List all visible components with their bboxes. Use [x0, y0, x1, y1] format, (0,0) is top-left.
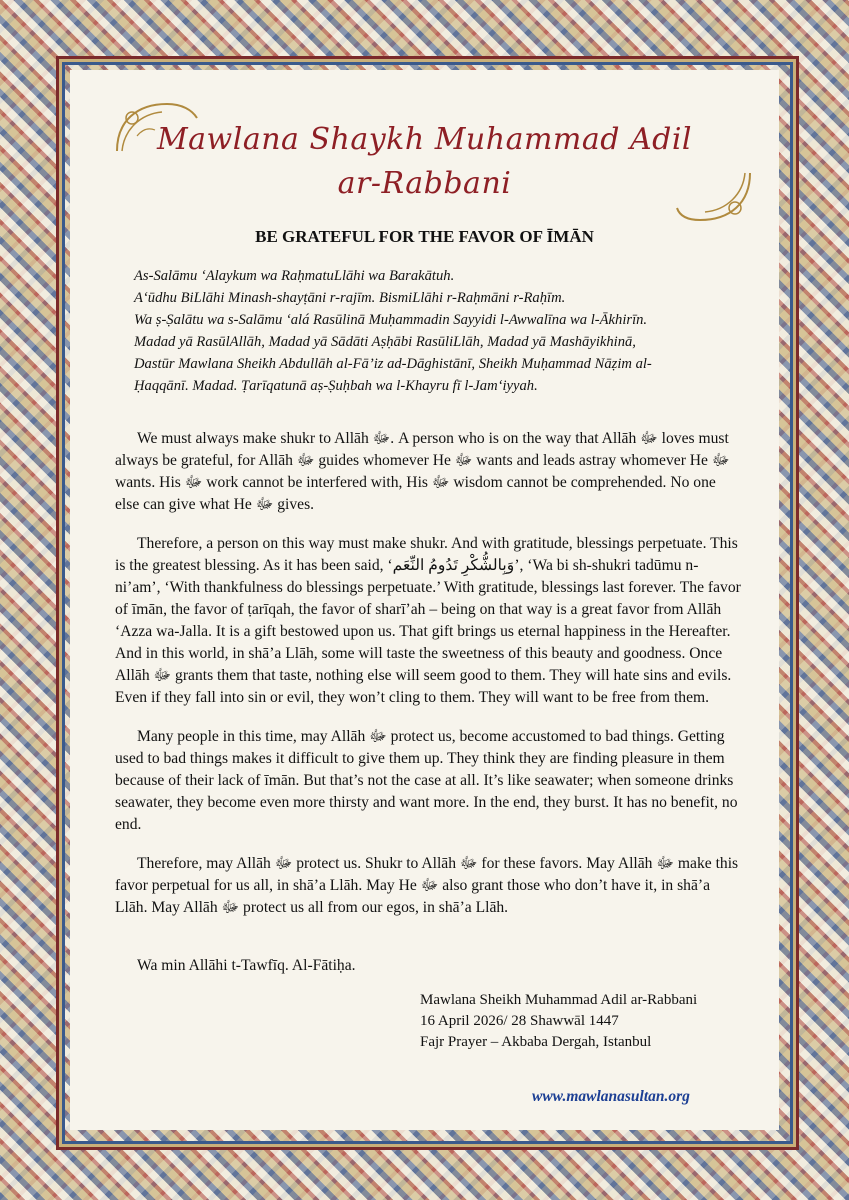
invocation-line: Madad yā RasūlAllāh, Madad yā Sādāti Aṣḥābi RasūliLlāh, Madad yā Mashāyikhinā, [134, 334, 636, 350]
invocation-line: As-Salāmu ‘Alaykum wa Raḥmatu​Llāhi wa Barakātuh. [134, 268, 455, 284]
invocation-line: Dastūr Mawlana Sheikh Abdullāh al-Fā’iz ad-Dāghistānī, Sheikh Muḥammad Nāẓim al- [134, 356, 652, 372]
paragraph: We must always make shukr to Allāh ﷻ. A person who is on the way that Allāh ﷻ loves must always be grateful, for Allāh ﷻ guides whomever He ﷻ wants and leads astray whomever He ﷻ wants. His ﷻ work cannot be interfered with, His ﷻ wisdom cannot be comprehended. No one else can give what He ﷻ gives. [115, 430, 730, 513]
signature-name: Mawlana Sheikh Muhammad Adil ar-Rabbani [420, 992, 698, 1008]
signature-block [420, 990, 760, 1053]
paragraph: Therefore, a person on this way must make shukr. And with gratitude, blessings perpetuate. This is the greatest blessing. As it has been said, ‘وَبِالشُّكْرِ تَدُومُ النِّعَم’, ‘Wa bi sh-shukri tadūmu n-ni’am’, ‘With thankfulness do blessings perpetuate.’ With gratitude, blessings last forever. The favor of īmān, the favor of ṭarīqah, the favor of sharī’ah – being on that way is a great favor from Allāh ‘Azza wa-Jalla. It is a gift bestowed upon us. That gift brings us eternal happiness in the Hereafter. And in this world, in shā’a Llāh, some will taste the sweetness of this beauty and goodness. Once Allāh ﷻ grants them that taste, nothing else will seem good to them. They will hate sins and evils. Even if they fall into sin or evil, they won’t cling to them. They will want to be free from them. [115, 535, 741, 706]
signature-place: Fajr Prayer – Akbaba Dergah, Istanbul [420, 1034, 652, 1050]
invocation-line: Wa ṣ-Ṣalātu wa s-Salāmu ‘alá Rasūlinā Muḥammadin Sayyidi l-Awwalīna wa l-Ākhirīn. [134, 312, 648, 328]
paragraph: Therefore, may Allāh ﷻ protect us. Shukr to Allāh ﷻ for these favors. May Allāh ﷻ make this favor perpetual for us all, in shā’a Llāh. May He ﷻ also grant those who don’t have it, in shā’a Llāh. May Allāh ﷻ protect us all from our egos, in shā’a Llāh. [115, 855, 739, 916]
title-line-1: Mawlana Shaykh Muhammad Adil [156, 122, 693, 157]
invocation-line: Ḥaqqānī. Madad. Ṭarīqatunā aṣ-Ṣuḥbah wa l-Khayru fī l-Jam‘iyyah. [134, 378, 538, 394]
section-heading: BE GRATEFUL FOR THE FAVOR OF ĪMĀN [255, 227, 594, 246]
body-text [115, 428, 743, 936]
signature-date: 16 April 2026/ 28 Shawwāl 1447 [420, 1013, 619, 1029]
page-title [150, 118, 699, 206]
paragraph: Many people in this time, may Allāh ﷻ protect us, become accustomed to bad things. Getting used to bad things makes it difficult to give them up. They think they are finding pleasure in them because of their lack of īmān. But that’s not the case at all. It’s like seawater; when someone drinks seawater, they become even more thirsty and want more. In the end, they burst. It has no benefit, no end. [115, 728, 738, 833]
website-link[interactable]: www.mawlanasultan.org [532, 1088, 690, 1105]
invocation-block [134, 265, 744, 397]
invocation-line: A‘ūdhu BiLlāhi Minash-shayṭāni r-rajīm. BismiLlāhi r-Raḥmāni r-Raḥīm. [134, 290, 566, 306]
title-line-2: ar-Rabbani [337, 166, 512, 201]
closing-line: Wa min Allāhi t-Tawfīq. Al-Fātiḥa. [137, 957, 356, 974]
